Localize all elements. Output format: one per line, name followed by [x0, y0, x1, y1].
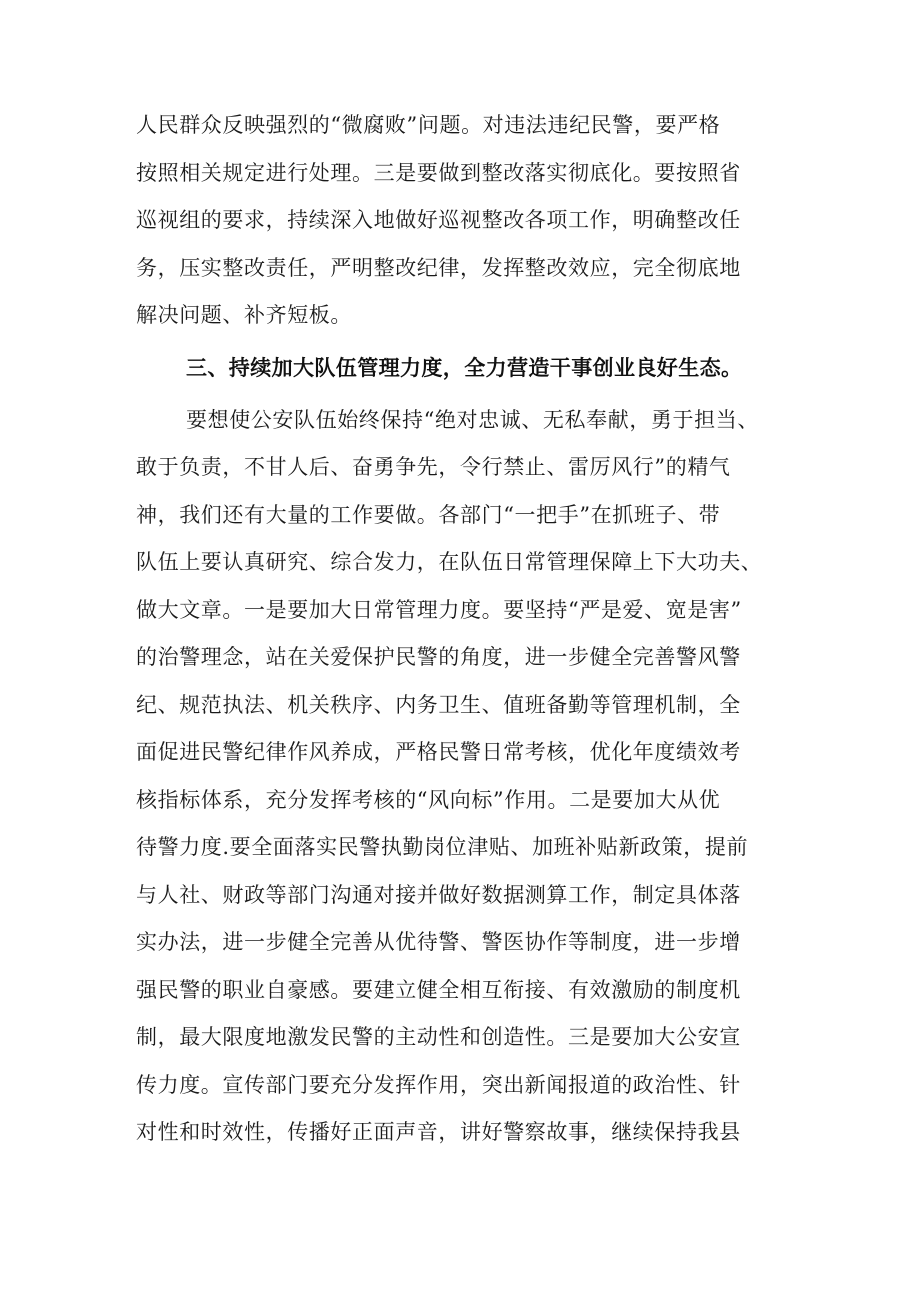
paragraph-line: 实办法，进一步健全完善从优待警、警医协作等制度，进一步增: [136, 930, 741, 954]
paragraph-line: 要想使公安队伍始终保持“绝对忠诚、无私奉献，勇于担当、: [186, 407, 759, 432]
paragraph-line: 制，最大限度地激发民警的主动性和创造性。三是要加大公安宣: [136, 1025, 741, 1049]
paragraph-line: 做大文章。一是要加大日常管理力度。要坚持“严是爱、宽是害”: [136, 597, 742, 622]
paragraph-2: [136, 397, 796, 1157]
paragraph-line: 神，我们还有大量的工作要做。各部门“一把手”在抓班子、带: [136, 502, 721, 527]
paragraph-line: 对性和时效性，传播好正面声音，讲好警察故事，继续保持我县: [136, 1120, 741, 1144]
paragraph-line: 传力度。宣传部门要充分发挥作用，突出新闻报道的政治性、针: [136, 1072, 741, 1097]
paragraph-1: [136, 102, 796, 340]
paragraph-line: 的治警理念，站在关爱保护民警的角度，进一步健全完善警风警: [136, 645, 741, 669]
paragraph-line: 强民警的职业自豪感。要建立健全相互衔接、有效激励的制度机: [136, 977, 741, 1002]
paragraph-line: 与人社、财政等部门沟通对接并做好数据测算工作，制定具体落: [136, 882, 741, 907]
paragraph-line: 巡视组的要求，持续深入地做好巡视整改各项工作，明确整改任: [136, 208, 741, 232]
paragraph-line: 按照相关规定进行处理。三是要做到整改落实彻底化。要按照省: [136, 160, 741, 185]
paragraph-line: 纪、规范执法、机关秩序、内务卫生、值班备勤等管理机制，全: [136, 692, 741, 717]
paragraph-line: 待警力度.要全面落实民警执勤岗位津贴、加班补贴新政策，提前: [136, 835, 749, 859]
document-body: [136, 102, 796, 1157]
paragraph-line: 核指标体系，充分发挥考核的“风向标”作用。二是要加大从优: [136, 787, 721, 812]
paragraph-line: 敢于负责，不甘人后、奋勇争先，令行禁止、雷厉风行”的精气: [136, 455, 731, 479]
paragraph-line: 解决问题、补齐短板。: [136, 303, 352, 327]
section-heading: 三、持续加大队伍管理力度，全力营造干事创业良好生态。: [186, 355, 743, 380]
paragraph-line: 队伍上要认真研究、综合发力，在队伍日常管理保障上下大功夫、: [136, 550, 763, 574]
paragraph-line: 人民群众反映强烈的“微腐败”问题。对违法违纪民警，要严格: [136, 113, 721, 137]
paragraph-line: 务，压实整改责任，严明整改纪律，发挥整改效应，完全彻底地: [136, 255, 741, 280]
paragraph-line: 面促进民警纪律作风养成，严格民警日常考核，优化年度绩效考: [136, 740, 741, 764]
